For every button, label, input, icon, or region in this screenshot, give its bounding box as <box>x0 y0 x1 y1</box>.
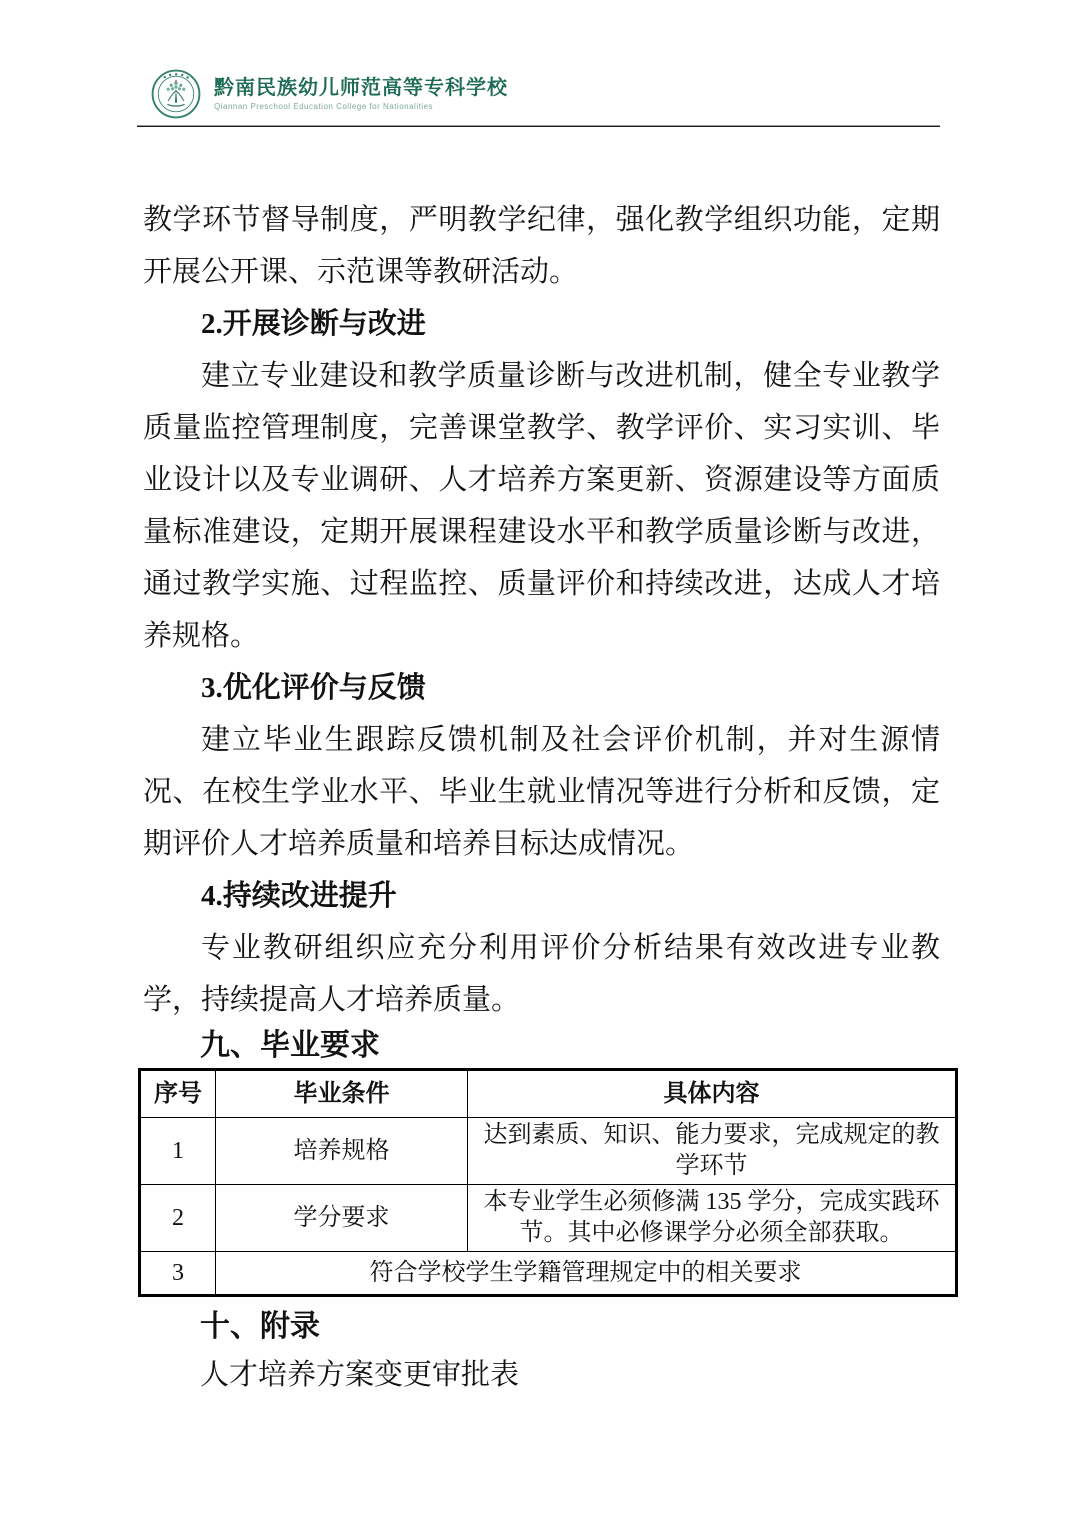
paragraph-evaluation-feedback: 建立毕业生跟踪反馈机制及社会评价机制，并对生源情况、在校生学业水平、毕业生就业情况等进行分析和反馈，定期评价人才培养质量和培养目标达成情况。 <box>143 724 940 860</box>
school-seal-tree-icon <box>150 68 202 120</box>
paragraph-diagnosis-improvement: 建立专业建设和教学质量诊断与改进机制，健全专业教学质量监控管理制度，完善课堂教学、教学评价、实习实训、毕业设计以及专业调研、人才培养方案更新、资源建设等方面质量标准建设，定期开展课程建设水平和教学质量诊断与改进，通过教学实施、过程监控、质量评价和持续改进，达成人才培养规格。 <box>143 360 940 652</box>
header-cell-number: 序号 <box>140 1070 216 1118</box>
section-title-appendix: 十、附录 <box>200 1310 320 1343</box>
cell-condition: 培养规格 <box>216 1118 468 1185</box>
cell-merged-content: 符合学校学生学籍管理规定中的相关要求 <box>216 1252 957 1296</box>
document-body <box>143 194 940 1401</box>
header-divider <box>137 125 940 127</box>
table-row <box>140 1252 957 1296</box>
appendix-item-change-approval-form: 人才培养方案变更审批表 <box>200 1359 520 1391</box>
cell-number: 2 <box>140 1185 216 1252</box>
subheading-4-continuous-improvement: 4.持续改进提升 <box>201 880 397 912</box>
table-row <box>140 1185 957 1252</box>
cell-content: 本专业学生必须修满 135 学分，完成实践环节。其中必修课学分必须全部获取。 <box>468 1185 957 1252</box>
subheading-2-diagnosis-improvement: 2.开展诊断与改进 <box>201 308 426 340</box>
table-row <box>140 1118 957 1185</box>
subheading-3-evaluation-feedback: 3.优化评价与反馈 <box>201 672 426 704</box>
school-name-zh: 黔南民族幼儿师范高等专科学校 <box>214 75 508 99</box>
paragraph-continuous-improvement: 专业教研组织应充分利用评价分析结果有效改进专业教学，持续提高人才培养质量。 <box>143 932 940 1016</box>
cell-number: 3 <box>140 1252 216 1296</box>
section-title-graduation-requirements: 九、毕业要求 <box>200 1029 380 1062</box>
cell-content: 达到素质、知识、能力要求，完成规定的教学环节 <box>468 1118 957 1185</box>
page-header <box>150 68 940 120</box>
graduation-requirements-table <box>138 1068 958 1297</box>
school-names <box>214 75 508 113</box>
cell-number: 1 <box>140 1118 216 1185</box>
paragraph-teaching-supervision: 教学环节督导制度，严明教学纪律，强化教学组织功能，定期开展公开课、示范课等教研活动。 <box>143 204 940 288</box>
school-name-en: Qiannan Preschool Education College for Nationalities <box>214 102 434 111</box>
table-header-row <box>140 1070 957 1118</box>
school-logo-row <box>150 68 940 120</box>
header-cell-condition: 毕业条件 <box>216 1070 468 1118</box>
cell-condition: 学分要求 <box>216 1185 468 1252</box>
header-cell-content: 具体内容 <box>468 1070 957 1118</box>
